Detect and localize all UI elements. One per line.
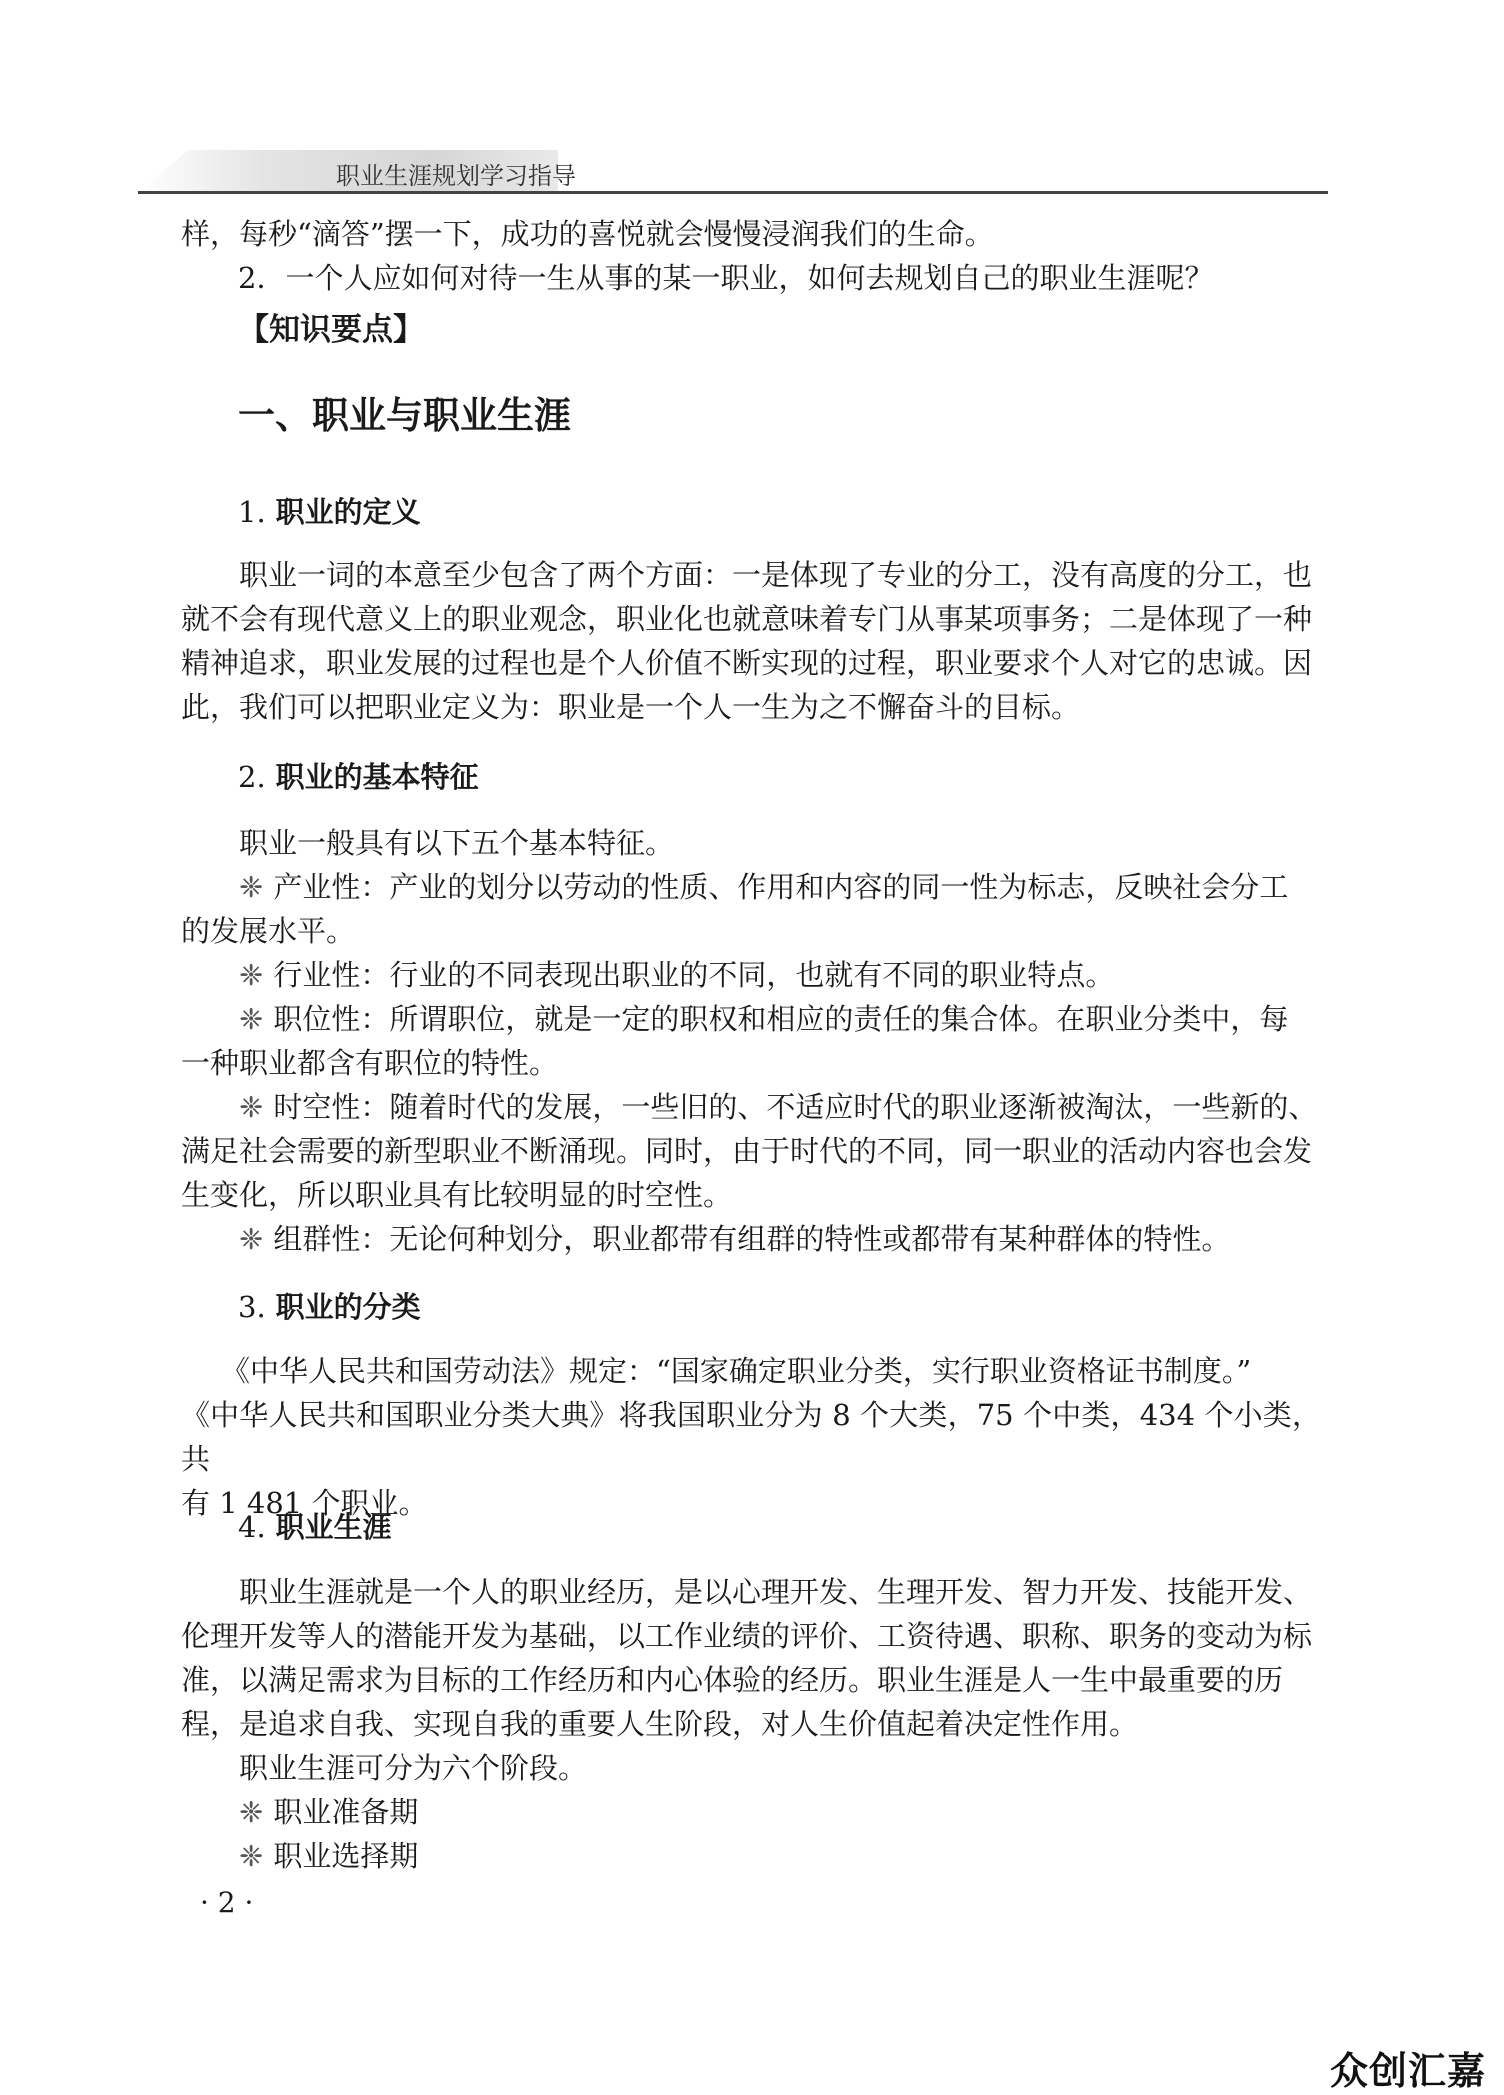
feature-text: 满足社会需要的新型职业不断涌现。同时，由于时代的不同，同一职业的活动内容也会发 <box>181 1134 1313 1168</box>
feature-item <box>181 865 1321 953</box>
page-number: · 2 · <box>200 1886 254 1919</box>
feature-text: 的发展水平。 <box>181 914 356 948</box>
bullet-icon: ❈ <box>239 1090 264 1124</box>
stage-label: 职业准备期 <box>273 1795 419 1829</box>
feature-text: 一种职业都含有职位的特性。 <box>181 1046 559 1080</box>
feature-text: 行业性：行业的不同表现出职业的不同，也就有不同的职业特点。 <box>273 958 1115 992</box>
intro-continuation <box>181 212 1321 256</box>
feature-text: 职位性：所谓职位，就是一定的职权和相应的责任的集合体。在职业分类中，每 <box>273 1002 1289 1036</box>
body-line: 《中华人民共和国劳动法》规定：“国家确定职业分类，实行职业资格证书制度。” <box>221 1354 1252 1388</box>
subsection-4-heading <box>238 1505 392 1546</box>
section-title: 一、职业与职业生涯 <box>238 394 571 437</box>
body-line: 职业一般具有以下五个基本特征。 <box>239 826 675 860</box>
subsection-1-body <box>181 553 1321 729</box>
bullet-icon: ❈ <box>239 1795 264 1829</box>
body-line: 精神追求，职业发展的过程也是个人价值不断实现的过程，职业要求个人对它的忠诚。因 <box>181 646 1313 680</box>
bullet-icon: ❈ <box>239 1222 264 1256</box>
feature-item <box>181 953 1321 997</box>
stage-item <box>181 1834 1321 1878</box>
subsection-3-body <box>181 1349 1321 1525</box>
watermark-logo: 众创汇嘉 <box>1329 2049 1486 2093</box>
intro-line-1: 样，每秒“滴答”摆一下，成功的喜悦就会慢慢浸润我们的生命。 <box>181 217 994 251</box>
intro-line-2: 2．一个人应如何对待一生从事的某一职业，如何去规划自己的职业生涯呢？ <box>238 261 1214 295</box>
body-line: 职业生涯可分为六个阶段。 <box>239 1751 588 1785</box>
feature-item <box>181 997 1321 1085</box>
body-line: 职业一词的本意至少包含了两个方面：一是体现了专业的分工，没有高度的分工，也 <box>239 558 1313 592</box>
header-title: 职业生涯规划学习指导 <box>336 162 576 190</box>
bullet-icon: ❈ <box>239 1839 264 1873</box>
feature-item <box>181 1085 1321 1217</box>
knowledge-heading: 【知识要点】 <box>238 312 424 348</box>
subsection-3-heading <box>238 1285 421 1326</box>
subsection-4-body <box>181 1570 1321 1746</box>
bullet-icon: ❈ <box>239 1002 264 1036</box>
subsection-3-title: 职业的分类 <box>275 1290 421 1324</box>
intro-question <box>238 256 1321 300</box>
body-line: 伦理开发等人的潜能开发为基础，以工作业绩的评价、工资待遇、职称、职务的变动为标 <box>181 1619 1313 1653</box>
subsection-1-heading <box>238 490 421 531</box>
subsection-4-number: 4. <box>238 1510 266 1544</box>
feature-text: 组群性：无论何种划分，职业都带有组群的特性或都带有某种群体的特性。 <box>273 1222 1231 1256</box>
bullet-icon: ❈ <box>239 958 264 992</box>
feature-text: 时空性：随着时代的发展，一些旧的、不适应时代的职业逐渐被淘汰，一些新的、 <box>273 1090 1318 1124</box>
subsection-2-number: 2. <box>238 760 266 794</box>
body-line: 此，我们可以把职业定义为：职业是一个人一生为之不懈奋斗的目标。 <box>181 690 1081 724</box>
body-line: 《中华人民共和国职业分类大典》将我国职业分为 8 个大类，75 个中类，434 个小类，共 <box>181 1398 1321 1476</box>
subsection-1-number: 1. <box>238 495 266 529</box>
stage-item <box>181 1790 1321 1834</box>
feature-text: 产业性：产业的划分以劳动的性质、作用和内容的同一性为标志，反映社会分工 <box>273 870 1289 904</box>
body-line: 有 1 481 个职业。 <box>181 1486 428 1520</box>
subsection-2-heading <box>238 755 479 796</box>
subsection-2-intro <box>181 821 1321 865</box>
stage-label: 职业选择期 <box>273 1839 419 1873</box>
header-rule <box>138 191 1328 194</box>
body-line: 就不会有现代意义上的职业观念，职业化也就意味着专门从事某项事务；二是体现了一种 <box>181 602 1313 636</box>
feature-item <box>181 1217 1321 1261</box>
subsection-4-title: 职业生涯 <box>275 1510 392 1544</box>
subsection-1-title: 职业的定义 <box>275 495 421 529</box>
subsection-2-title: 职业的基本特征 <box>275 760 479 794</box>
body-line: 职业生涯就是一个人的职业经历，是以心理开发、生理开发、智力开发、技能开发、 <box>239 1575 1313 1609</box>
running-header <box>138 150 1328 192</box>
bullet-icon: ❈ <box>239 870 264 904</box>
body-line: 程，是追求自我、实现自我的重要人生阶段，对人生价值起着决定性作用。 <box>181 1707 1139 1741</box>
body-line: 准，以满足需求为目标的工作经历和内心体验的经历。职业生涯是人一生中最重要的历 <box>181 1663 1284 1697</box>
stages-intro <box>181 1746 1321 1790</box>
feature-text: 生变化，所以职业具有比较明显的时空性。 <box>181 1178 733 1212</box>
subsection-3-number: 3. <box>238 1290 266 1324</box>
